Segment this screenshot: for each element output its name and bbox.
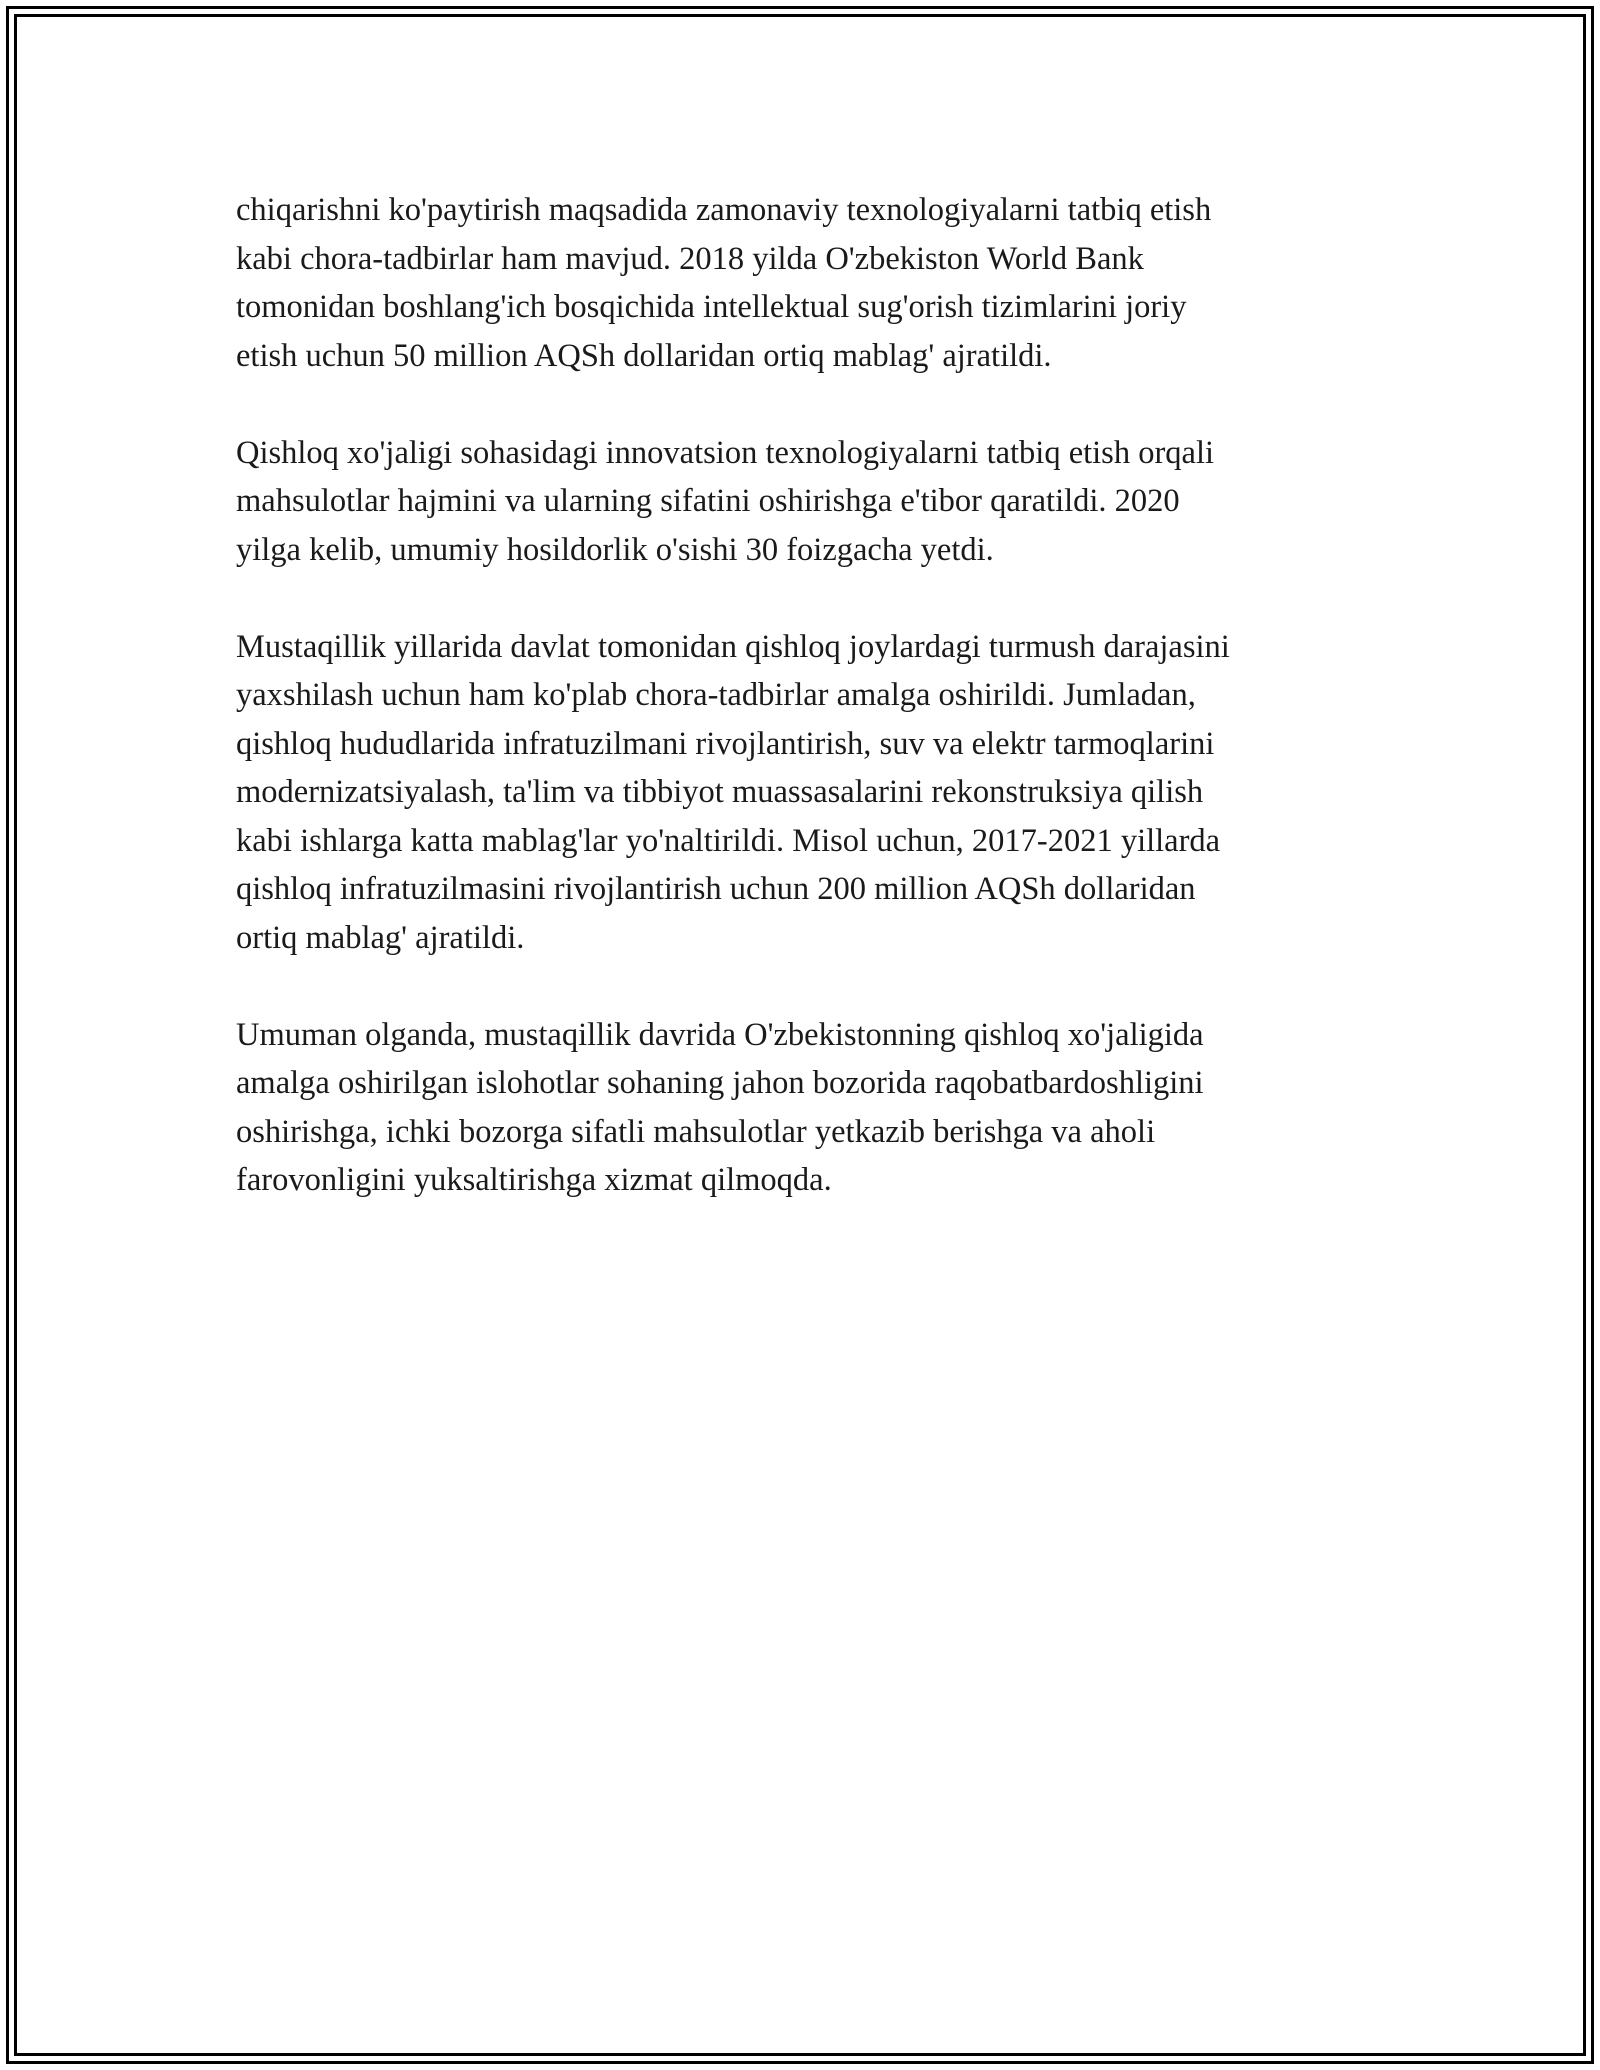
text-line: qishloq infratuzilmasini rivojlantirish uchun 200 million AQSh dollaridan <box>236 871 1196 907</box>
text-line: etish uchun 50 million AQSh dollaridan ortiq mablag' ajratildi. <box>236 337 1052 374</box>
text-line: yilga kelib, umumiy hosildorlik o'sishi 30 foizgacha yetdi. <box>236 531 994 568</box>
text-line: ortiq mablag' ajratildi. <box>236 919 525 956</box>
text-line: chiqarishni ko'paytirish maqsadida zamonaviy texnologiyalarni tatbiq etish <box>236 192 1212 228</box>
text-line: mahsulotlar hajmini va ularning sifatini oshirishga e'tibor qaratildi. 2020 <box>236 483 1180 519</box>
text-line: kabi chora-tadbirlar ham mavjud. 2018 yilda O'zbekiston World Bank <box>236 240 1144 277</box>
text-line: qishloq hududlarida infratuzilmani rivojlantirish, suv va elektr tarmoqlarini <box>236 725 1215 762</box>
text-line: modernizatsiyalash, ta'lim va tibbiyot muassasalarini rekonstruksiya qilish <box>236 774 1204 810</box>
paragraph-3 <box>236 623 1396 963</box>
text-line: Qishloq xo'jaligi sohasidagi innovatsion texnologiyalarni tatbiq etish orqali <box>236 434 1215 471</box>
text-line: kabi ishlarga katta mablag'lar yo'naltirildi. Misol uchun, 2017-2021 yillarda <box>236 822 1221 859</box>
text-line: amalga oshirilgan islohotlar sohaning jahon bozorida raqobatbardoshligini <box>236 1065 1204 1101</box>
paragraph-2 <box>236 429 1396 575</box>
text-line: yaxshilash uchun ham ko'plab chora-tadbirlar amalga oshirildi. Jumladan, <box>236 677 1196 713</box>
text-line: Umuman olganda, mustaqillik davrida O'zbekistonning qishloq xo'jaligida <box>236 1016 1204 1053</box>
paragraph-4 <box>236 1011 1396 1205</box>
text-line: tomonidan boshlang'ich bosqichida intellektual sug'orish tizimlarini joriy <box>236 289 1187 325</box>
text-line: farovonligini yuksaltirishga xizmat qilmoqda. <box>236 1162 832 1198</box>
text-line: Mustaqillik yillarida davlat tomonidan qishloq joylardagi turmush darajasini <box>236 628 1230 665</box>
paragraph-1 <box>236 186 1396 380</box>
text-line: oshirishga, ichki bozorga sifatli mahsulotlar yetkazib berishga va aholi <box>236 1113 1156 1150</box>
document-body <box>236 186 1396 1253</box>
